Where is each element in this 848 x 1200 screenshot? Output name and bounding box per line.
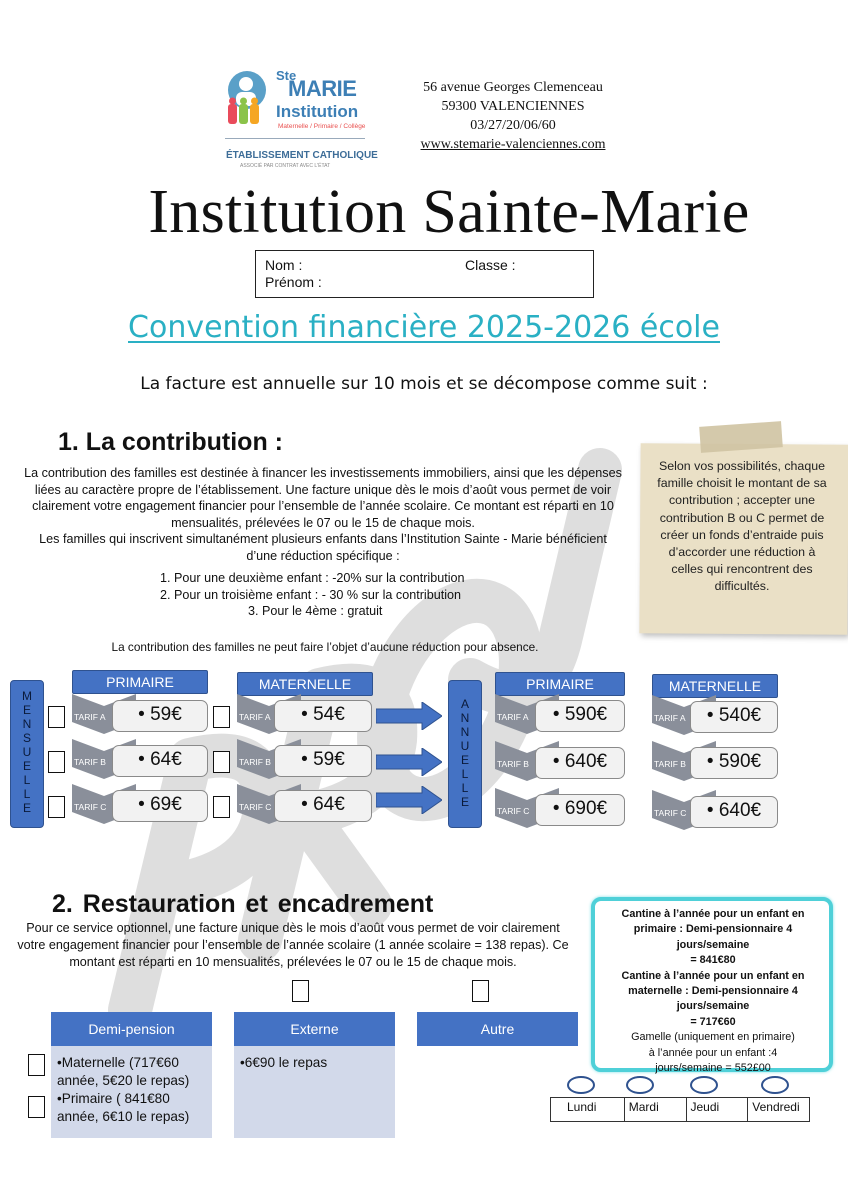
contribution-heading: 1. La contribution : xyxy=(58,428,283,456)
tarif-price: • 640€ xyxy=(535,747,625,779)
tab-annuel-maternelle: MATERNELLE xyxy=(652,674,778,698)
days-table xyxy=(550,1097,810,1122)
cantine-line: maternelle : Demi-pensionnaire 4 xyxy=(628,985,798,998)
tarif-label: TARIF A xyxy=(239,712,271,722)
tarif-label: TARIF A xyxy=(74,712,106,722)
tarif-checkbox[interactable] xyxy=(48,751,65,773)
website-link[interactable]: www.stemarie-valenciennes.com xyxy=(420,137,606,152)
tarif-label: TARIF C xyxy=(654,808,687,818)
cantine-line: jours/semaine = 552£00 xyxy=(655,1062,771,1075)
externe-price: •6€90 le repas xyxy=(240,1055,328,1070)
autre-header: Autre xyxy=(417,1012,578,1046)
annuelle-label: A N N U E L L E xyxy=(448,680,482,828)
day-jeudi: Jeudi xyxy=(687,1098,749,1121)
cantine-line: = 717€60 xyxy=(690,1015,736,1028)
tarif-price: • 64€ xyxy=(274,790,372,822)
no-absence-note: La contribution des familles ne peut faire l’objet d’aucune réduction pour absence. xyxy=(111,640,539,654)
tarif-price: • 69€ xyxy=(112,790,208,822)
cantine-line: primaire : Demi-pensionnaire 4 jours/semaine xyxy=(633,923,793,951)
reduction-item: 2. Pour un troisième enfant : - 30 % sur la contribution xyxy=(160,587,462,602)
logo-levels: Maternelle / Primaire / Collège xyxy=(278,123,366,130)
tarif-price: • 540€ xyxy=(690,701,778,733)
classe-field[interactable]: Classe : xyxy=(465,257,516,273)
contribution-line: clairement votre engagement financier pour l’ensemble de l’année scolaire. Ce montant est réparti en 10 xyxy=(32,499,614,514)
note-line: difficultés. xyxy=(714,579,770,594)
cantine-line: = 841€80 xyxy=(690,954,736,967)
demi-pension-primaire: •Primaire ( 841€80 xyxy=(57,1091,170,1106)
restauration-line: montant est réparti en 10 mensualités, prélevées le 07 ou le 15 de chaque mois. xyxy=(69,955,517,970)
note-line: contribution ; accepter une xyxy=(668,493,816,508)
note-line: d’accorder une réduction à xyxy=(668,545,816,560)
address-block xyxy=(398,78,628,154)
note-line: créer un fonds d’entraide puis xyxy=(660,527,824,542)
lundi-radio[interactable] xyxy=(567,1076,595,1094)
maternelle-checkbox[interactable] xyxy=(28,1054,45,1076)
tarif-label: TARIF A xyxy=(654,713,686,723)
reduction-item: 3. Pour le 4ème : gratuit xyxy=(248,604,383,619)
cantine-line: jours/semaine xyxy=(676,1000,750,1013)
day-vendredi: Vendredi xyxy=(752,1100,800,1114)
invoice-subtitle: La facture est annuelle sur 10 mois et se décompose comme suit : xyxy=(140,374,708,394)
externe-checkbox[interactable] xyxy=(292,980,309,1002)
nom-field[interactable]: Nom : xyxy=(265,257,303,273)
restauration-line: Pour ce service optionnel, une facture unique dès le mois d’août vous permet de voir clairement xyxy=(26,921,560,935)
reduction-item: 1. Pour une deuxième enfant : -20% sur la contribution xyxy=(160,571,465,585)
tarif-label: TARIF C xyxy=(74,802,107,812)
cantine-line: Gamelle (uniquement en primaire) xyxy=(631,1031,795,1044)
tarif-label: TARIF C xyxy=(497,806,530,816)
cantine-text xyxy=(597,907,829,1076)
tarif-checkbox[interactable] xyxy=(213,796,230,818)
tarif-price: • 59€ xyxy=(112,700,208,732)
tarif-price: • 64€ xyxy=(112,745,208,777)
logo-institution: Institution xyxy=(276,102,359,121)
tab-mensuel-primaire: PRIMAIRE xyxy=(72,670,208,694)
restauration-heading: 2. Restauration et encadrement xyxy=(52,890,434,918)
externe-header: Externe xyxy=(234,1012,395,1046)
arrow-right-icon xyxy=(376,786,442,814)
externe-body xyxy=(234,1046,395,1138)
address-city: 59300 VALENCIENNES xyxy=(441,99,585,114)
tarif-checkbox[interactable] xyxy=(48,706,65,728)
student-id-box xyxy=(255,250,594,298)
contribution-text xyxy=(8,465,638,565)
vendredi-radio[interactable] xyxy=(761,1076,789,1094)
demi-pension-body xyxy=(51,1046,212,1138)
logo-contract: ASSOCIÉ PAR CONTRAT AVEC L'ÉTAT xyxy=(240,163,331,169)
logo-marie: MARIE xyxy=(288,76,357,101)
tarif-price: • 690€ xyxy=(535,794,625,826)
tab-annuel-primaire: PRIMAIRE xyxy=(495,672,625,696)
tarif-label: TARIF B xyxy=(74,757,106,767)
tarif-price: • 590€ xyxy=(535,700,625,732)
tarif-label: TARIF B xyxy=(654,759,686,769)
tarif-label: TARIF A xyxy=(497,712,529,722)
reduction-list xyxy=(160,570,465,620)
note-line: Selon vos possibilités, chaque xyxy=(659,459,825,473)
tarif-price: • 590€ xyxy=(690,747,778,779)
demi-pension-maternelle: année, 5€20 le repas) xyxy=(57,1073,190,1088)
mardi-radio[interactable] xyxy=(626,1076,654,1094)
autre-checkbox[interactable] xyxy=(472,980,489,1002)
restauration-line: votre engagement financier pour l’ensemble de l’année scolaire (1 année scolaire = 138 repas). Ce xyxy=(17,938,569,953)
note-line: celles qui rencontrent des xyxy=(671,562,813,577)
address-street: 56 avenue Georges Clemenceau xyxy=(423,80,603,95)
tab-mensuel-maternelle: MATERNELLE xyxy=(237,672,373,696)
page-title: Institution Sainte-Marie xyxy=(148,178,750,246)
logo-ste: Ste xyxy=(276,68,297,83)
tarif-label: TARIF B xyxy=(239,757,271,767)
contribution-line: La contribution des familles est destinée à financer les investissements immobiliers, ainsi que les dépenses xyxy=(24,466,622,480)
mensuelle-label: M E N S U E L L E xyxy=(10,680,44,828)
tarif-checkbox[interactable] xyxy=(48,796,65,818)
jeudi-radio[interactable] xyxy=(690,1076,718,1094)
demi-pension-maternelle: •Maternelle (717€60 xyxy=(57,1055,179,1070)
convention-title: Convention financière 2025-2026 école xyxy=(128,310,720,345)
cantine-line: Cantine à l’année pour un enfant en xyxy=(621,908,805,920)
contribution-line: liées au caractère propre de l’établissement. Une facture unique dès le mois d’août vous permet de voir xyxy=(34,482,612,497)
contribution-line: d’une réduction spécifique : xyxy=(246,548,400,563)
arrow-right-icon xyxy=(376,748,442,776)
tarif-checkbox[interactable] xyxy=(213,751,230,773)
restauration-text xyxy=(8,920,578,972)
day-lundi: Lundi xyxy=(551,1098,625,1121)
tarif-price: • 59€ xyxy=(274,745,372,777)
cantine-line: Cantine à l’année pour un enfant en xyxy=(621,969,805,982)
prenom-field[interactable]: Prénom : xyxy=(265,274,322,290)
tarif-price: • 640€ xyxy=(690,796,778,828)
tarif-label: TARIF C xyxy=(239,802,272,812)
note-line: contribution B ou C permet de xyxy=(659,510,825,525)
day-mardi: Mardi xyxy=(625,1098,687,1121)
cantine-line: à l’année pour un enfant :4 xyxy=(648,1046,778,1059)
tarif-checkbox[interactable] xyxy=(213,706,230,728)
contribution-line: Les familles qui inscrivent simultanément plusieurs enfants dans l’Institution Sainte - Marie bénéficient xyxy=(39,532,607,547)
demi-pension-primaire: année, 6€10 le repas) xyxy=(57,1109,190,1124)
arrow-right-icon xyxy=(376,702,442,730)
tarif-price: • 54€ xyxy=(274,700,372,732)
logo-establishment: ÉTABLISSEMENT CATHOLIQUE xyxy=(226,150,378,161)
address-phone: 03/27/20/06/60 xyxy=(470,118,556,133)
sticky-note-text xyxy=(650,458,834,596)
note-line: famille choisit le montant de sa xyxy=(657,476,827,491)
demi-pension-header: Demi-pension xyxy=(51,1012,212,1046)
primaire-checkbox[interactable] xyxy=(28,1096,45,1118)
contribution-line: mensualités, prélevées le 07 ou le 15 de chaque mois. xyxy=(171,515,475,530)
tarif-label: TARIF B xyxy=(497,759,529,769)
